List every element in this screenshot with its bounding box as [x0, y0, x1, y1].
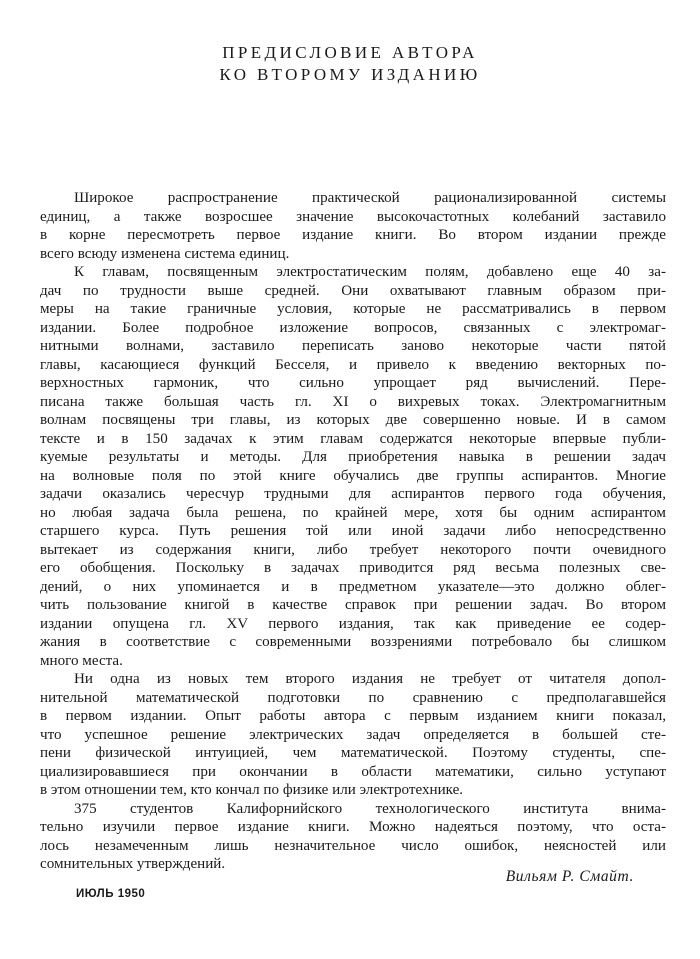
title-line-1: ПРЕДИСЛОВИЕ АВТОРА	[222, 43, 478, 62]
page-title	[0, 42, 700, 86]
text-line: в первом издании. Опыт работы автора с первым изданием книги показал,	[40, 708, 666, 724]
text-line: тексте и в 150 задачах к этим главам содержатся некоторые впервые публи-	[40, 430, 666, 447]
text-line: циализировавшиеся при окончании в области математики, сильно уступают	[40, 763, 666, 780]
text-line: жания в соответствие с современными воззрениями потребовало бы слишком	[40, 634, 666, 650]
text-line: тельно изучили первое издание книги. Можно надеяться поэтому, что оста-	[40, 819, 666, 835]
author-signature: Вильям Р. Смайт.	[505, 868, 634, 885]
text-line: К главам, посвященным электростатическим полям, добавлено еще 40 за-	[74, 264, 666, 280]
text-line: в этом отношении тем, кто кончал по физике или электротехнике.	[40, 782, 464, 798]
text-line: Широкое распространение практической рационализированной системы	[74, 190, 666, 206]
text-line: меры на такие граничные условия, которые не рассматривались в первом	[40, 301, 666, 317]
text-line: верхностных гармоник, что сильно упрощает ряд вычислений. Пере-	[40, 375, 666, 391]
text-line: издании. Более подробное изложение вопросов, связанных с электромаг-	[40, 319, 666, 336]
text-line: дений, о них упоминается и в предметном указателе—это должно облег-	[40, 578, 666, 595]
text-line: всего всюду изменена система единиц.	[40, 245, 290, 262]
title-line-2: КО ВТОРОМУ ИЗДАНИЮ	[219, 65, 481, 84]
text-line: много места.	[40, 652, 123, 669]
text-line: дач по трудности выше средней. Они охватывают главным образом при-	[40, 282, 666, 299]
text-line: чить пользование книгой в качестве справок при решении задач. Во втором	[40, 597, 666, 613]
text-line: пени физической интуицией, чем математической. Поэтому студенты, спе-	[40, 745, 666, 761]
text-line: главы, касающиеся функций Бесселя, и привело к введению векторных по-	[40, 356, 666, 373]
text-line: на волновые поля по этой книге обучались две группы аспирантов. Многие	[40, 467, 666, 484]
text-line: куемые результаты и методы. Для приобретения навыка в решении задач	[40, 449, 666, 465]
text-line: что успешное решение электрических задач определяется в большей сте-	[40, 726, 666, 743]
text-line: 375 студентов Калифорнийского технологического института внима-	[74, 800, 666, 817]
text-line: лось незамеченным лишь незначительное число ошибок, неясностей или	[40, 837, 666, 854]
text-line: вытекает из содержания книги, либо требует некоторого почти очевидного	[40, 541, 666, 558]
text-line: но любая задача была решена, по крайней мере, хотя бы одним аспирантом	[40, 504, 666, 521]
date-label: ИЮЛЬ 1950	[76, 888, 146, 900]
text-line: задачи оказались чересчур трудными для аспирантов первого года обучения,	[40, 486, 666, 502]
text-line: сомнительных утверждений.	[40, 856, 226, 872]
text-line: старшего курса. Путь решения той или иной задачи либо непосредственно	[40, 523, 666, 539]
text-line: в корне пересмотреть первое издание книги. Во втором издании прежде	[40, 227, 666, 243]
text-line: Ни одна из новых тем второго издания не требует от читателя допол-	[74, 671, 666, 687]
text-line: волнам посвящены три главы, из которых две совершенно новые. И в самом	[40, 412, 666, 428]
text-line: нитными волнами, заставило переписать заново некоторые части пятой	[40, 338, 666, 354]
text-line: издании опущена гл. XV первого издания, так как приведение ее содер-	[40, 615, 666, 632]
text-line: его обобщения. Поскольку в задачах приводится ряд весьма полезных све-	[40, 560, 666, 576]
text-line: единиц, а также возросшее значение высокочастотных колебаний заставило	[40, 208, 666, 225]
text-line: писана также большая часть гл. XI о вихревых токах. Электромагнитным	[40, 393, 666, 410]
preface-body	[40, 189, 666, 874]
text-line: нительной математической подготовки по сравнению с предполагавшейся	[40, 689, 666, 706]
